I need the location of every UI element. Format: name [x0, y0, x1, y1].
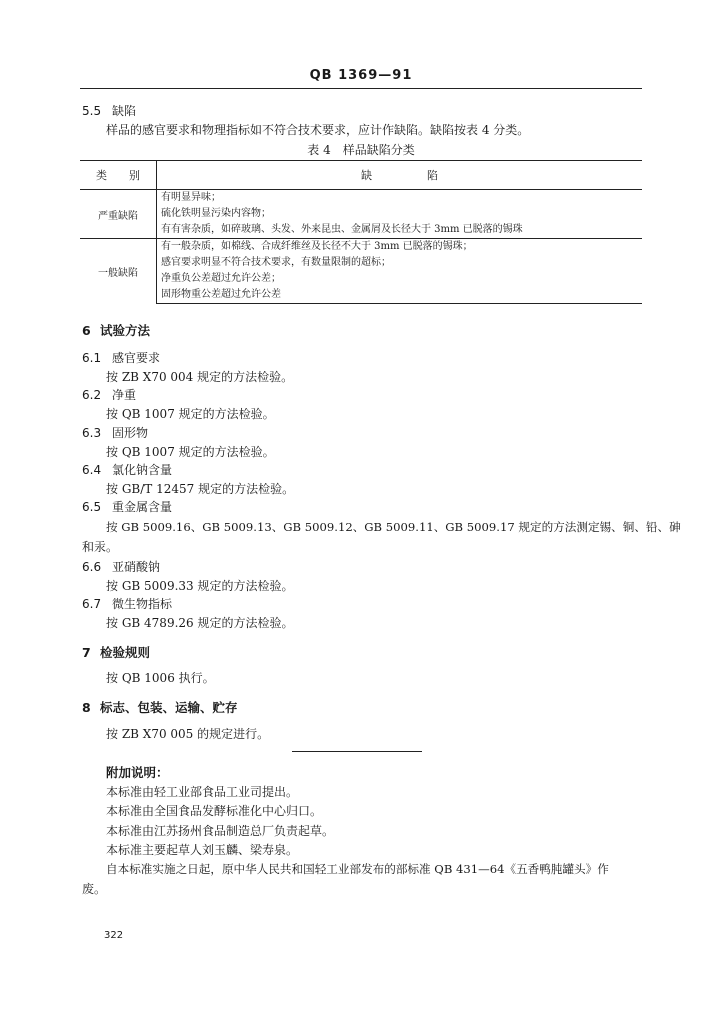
subsection-number: 6.5: [82, 500, 102, 514]
subsection-text-continued: 和汞。: [82, 540, 119, 554]
section-7-title: 检验规则: [100, 645, 151, 660]
category-general: 一般缺陷: [80, 239, 157, 304]
section-8-text: 按 ZB X70 005 的规定进行。: [106, 727, 270, 741]
standard-code-header: QB 1369—91: [309, 68, 413, 83]
section-7-number: 7: [82, 645, 91, 660]
section-8-title: 标志、包装、运输、贮存: [100, 700, 238, 715]
section-5-5-title: 缺陷: [112, 104, 137, 118]
subsection-text: 按 QB 1007 规定的方法检验。: [106, 445, 275, 459]
subsection-text: 按 GB 5009.16、GB 5009.13、GB 5009.12、GB 5009.11、GB 5009.17 规定的方法测定锡、铜、铅、砷: [106, 520, 681, 534]
subsection-number: 6.3: [82, 426, 102, 440]
table-header-category: 类 别: [80, 161, 157, 190]
subsection-number: 6.7: [82, 597, 102, 611]
notes-line: 本标准主要起草人刘玉麟、梁寿泉。: [106, 843, 299, 857]
defect-item: 有明显异味；: [161, 192, 221, 203]
subsection-number: 6.1: [82, 351, 102, 365]
page-number: 322: [104, 930, 124, 941]
notes-title: 附加说明：: [106, 765, 169, 780]
notes-line: 本标准由轻工业部食品工业司提出。: [106, 785, 299, 799]
subsection-text: 按 ZB X70 004 规定的方法检验。: [106, 370, 294, 384]
notes-line: 自本标准实施之日起，原中华人民共和国轻工业部发布的部标准 QB 431—64《五香鸭肫罐头》作: [106, 862, 609, 876]
notes-line: 本标准由全国食品发酵标准化中心归口。: [106, 804, 323, 818]
defect-classification-table: [80, 160, 642, 304]
defect-item: 有有害杂质，如碎玻璃、头发、外来昆虫、金属屑及长径大于 3mm 已脱落的锡珠: [161, 224, 523, 235]
subsection-text: 按 GB 5009.33 规定的方法检验。: [106, 579, 294, 593]
subsection-text: 按 GB/T 12457 规定的方法检验。: [106, 482, 295, 496]
defect-item: 硫化铁明显污染内容物；: [161, 208, 271, 219]
notes-line-continued: 废。: [82, 882, 107, 896]
notes-line: 本标准由江苏扬州食品制造总厂负责起草。: [106, 824, 335, 838]
subsection-title: 感官要求: [112, 351, 161, 365]
defect-item: 净重负公差超过允许公差；: [161, 273, 281, 284]
subsection-title: 净重: [112, 388, 137, 402]
header-rule: [80, 88, 642, 89]
subsection-title: 微生物指标: [112, 597, 173, 611]
table-header-defect: 缺 陷: [157, 161, 643, 190]
subsection-number: 6.2: [82, 388, 102, 402]
section-6-number: 6: [82, 323, 91, 338]
section-6-title: 试验方法: [100, 323, 151, 338]
section-8-number: 8: [82, 700, 91, 715]
subsection-text: 按 QB 1007 规定的方法检验。: [106, 407, 275, 421]
section-5-5-text: 样品的感官要求和物理指标如不符合技术要求，应计作缺陷。缺陷按表 4 分类。: [106, 123, 530, 137]
end-divider: [292, 751, 422, 752]
subsection-number: 6.6: [82, 560, 102, 574]
subsection-title: 亚硝酸钠: [112, 560, 161, 574]
subsection-title: 重金属含量: [112, 500, 173, 514]
section-7-text: 按 QB 1006 执行。: [106, 671, 215, 685]
table-4-caption: 表 4 样品缺陷分类: [307, 143, 415, 157]
subsection-title: 固形物: [112, 426, 149, 440]
category-serious: 严重缺陷: [80, 190, 157, 239]
defect-item: 固形物重公差超过允许公差: [157, 287, 643, 304]
section-5-5-number: 5.5: [82, 104, 102, 118]
subsection-number: 6.4: [82, 463, 102, 477]
subsection-text: 按 GB 4789.26 规定的方法检验。: [106, 616, 294, 630]
defect-item: 有一般杂质，如棉线、合成纤维丝及长径不大于 3mm 已脱落的锡珠；: [157, 239, 643, 256]
defect-item: 感官要求明显不符合技术要求，有数量限制的超标；: [161, 257, 391, 268]
subsection-title: 氯化钠含量: [112, 463, 173, 477]
